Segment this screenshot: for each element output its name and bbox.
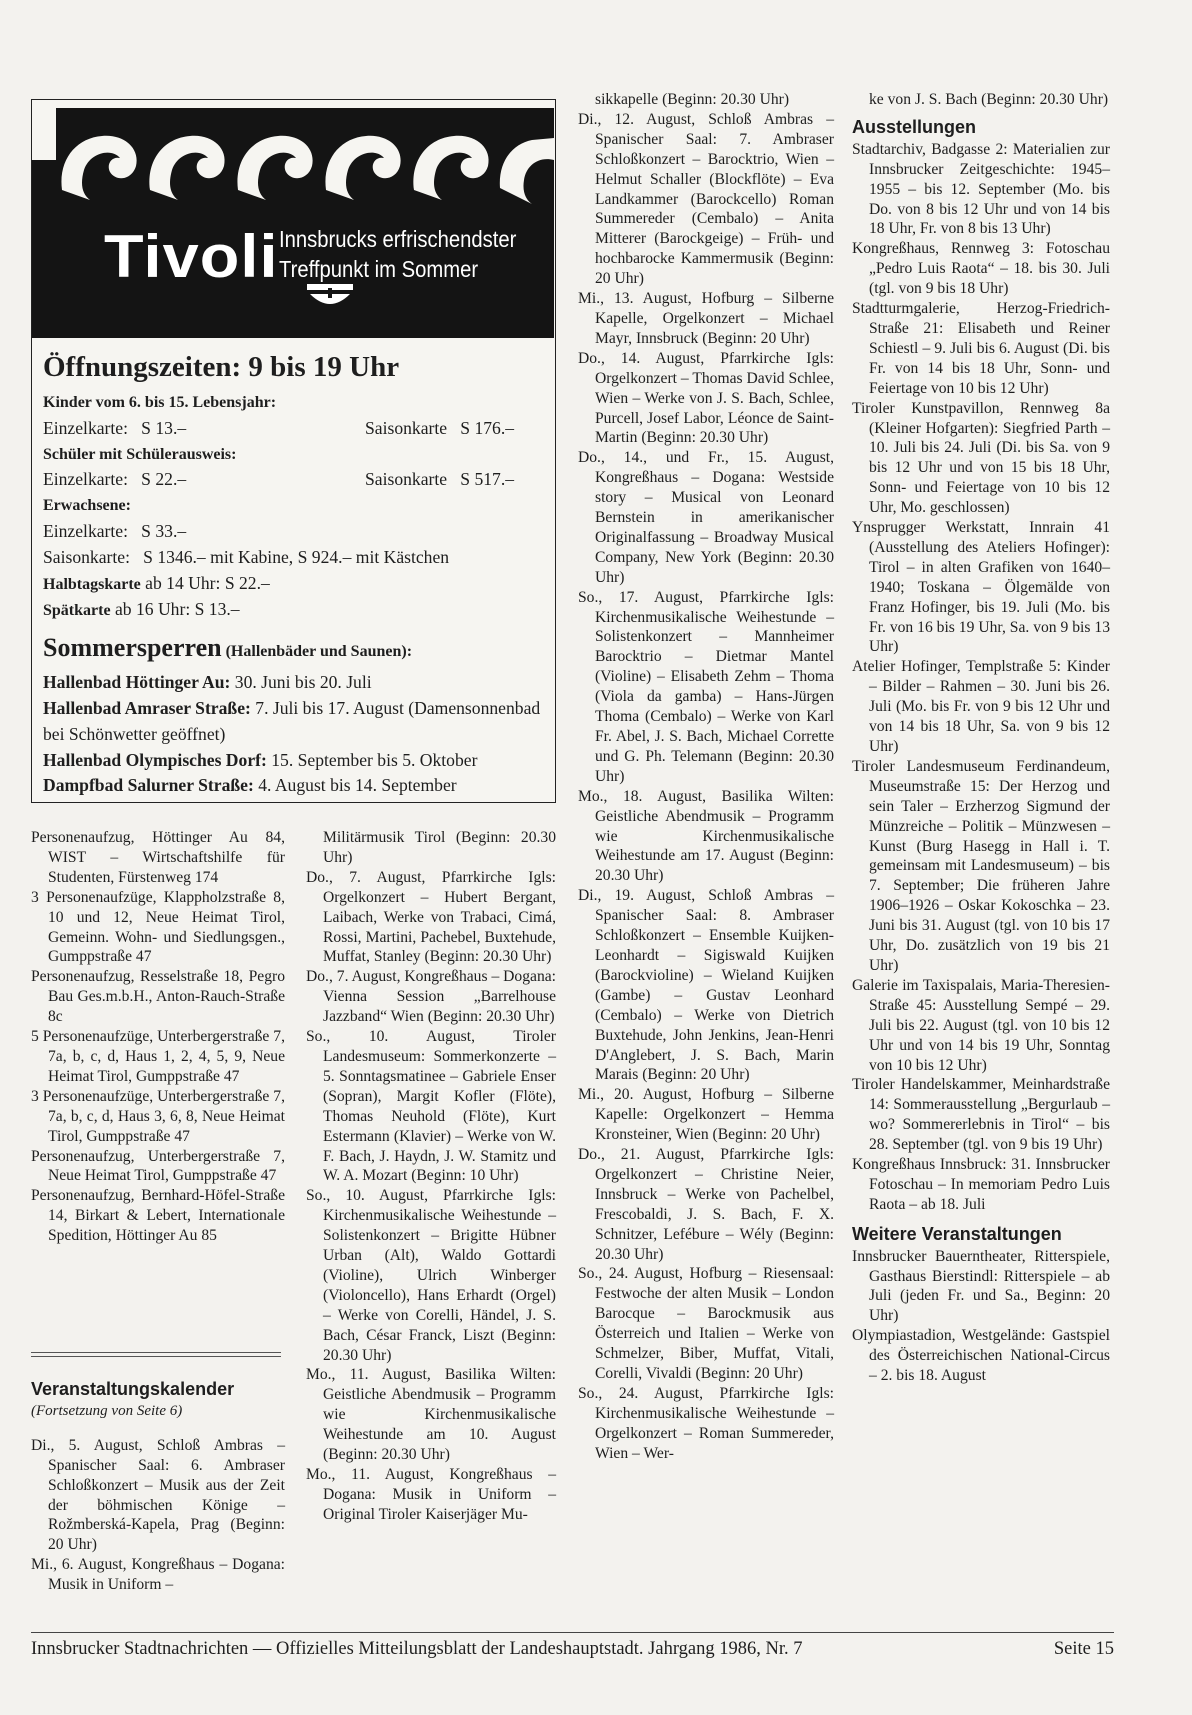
- list-item: Personenaufzug, Bernhard-Höfel-Straße 14, Birkart & Lebert, Internationale Spedition, Höttinger Au 85: [31, 1187, 285, 1245]
- list-item: Tiroler Kunstpavillon, Rennweg 8a (Kleiner Hofgarten): Siegfried Parth – 10. Juli bis 24. Juli (Di. bis Sa. von 9 bis 12 Uhr und von 15 bis 18 Uhr, Sonn- und Feiertage von 10 bis 12 Uhr, Mo. geschlossen): [852, 399, 1110, 517]
- list-item: Tiroler Landesmuseum Ferdinandeum, Museumstraße 15: Der Herzog und sein Taler – Erzherzog Sigmund der Münzreiche – Politik – Münzwesen – Kunst (Burg Hasegg in Hall i. T. gemeinsam mit Landesmuseum) – bis 7. September; Die früheren Jahre 1906–1926 – Oskar Kokoschka – 23. Juni bis 31. August (tgl. von 10 bis 17 Uhr, Do. zusätzlich von 19 bis 21 Uhr): [852, 757, 1110, 974]
- sperre-item: Hallenbad Olympisches Dorf: 15. September bis 5. Oktober: [43, 749, 478, 770]
- umbrella-icon: [307, 280, 353, 314]
- list-item: So., 17. August, Pfarrkirche Igls: Kirchenmusikalische Weihestunde – Solistenkonzert – Mannheimer Barocktrio – Dietmar Mantel (Violine) – Elisabeth Zehm – Thoma (Viola da gamba) – Hans-Jürgen Thoma (Cembalo) – Werke von Karl Fr. Abel, J. S. Bach, Michael Corrette und G. Ph. Telemann (Beginn: 20.30 Uhr): [578, 588, 834, 785]
- list-item: Di., 19. August, Schloß Ambras – Spanischer Saal: 8. Ambraser Schloßkonzert – Ensemble Kuijken-Leonhardt – Sigiswald Kuijken (Barockvioline) – Wieland Kuijken (Gambe) – Gustav Leonhard (Cembalo) – Werke von Dietrich Buxtehude, John Jenkins, Jean-Henri D'Anglebert, J. S. Bach, Marin Marais (Beginn: 20 Uhr): [578, 887, 834, 1084]
- spaetkarte: Spätkarte ab 16 Uhr: S 13.–: [43, 599, 240, 620]
- list-item: Stadtarchiv, Badgasse 2: Materialien zur Innsbrucker Zeitgeschichte: 1945–1955 – bis 12. September (Mo. bis Do. von 8 bis 12 Uhr und von 14 bis 18 Uhr, Fr. von 8 bis 13 Uhr): [852, 140, 1110, 238]
- list-item: Di., 12. August, Schloß Ambras – Spanischer Saal: 7. Ambraser Schloßkonzert – Barocktrio, Wien – Helmut Schaller (Blockflöte) – Eva Landkammer (Barockcello) Roman Summereder (Cembalo) – Anita Mitterer (Barockgeige) – Früh- und hochbarocke Kammermusik (Beginn: 20 Uhr): [578, 110, 834, 288]
- tivoli-prices: [43, 348, 543, 799]
- list-item: So., 10. August, Tiroler Landesmuseum: Sommerkonzerte – 5. Sonntagsmatinee – Gabriele Enser (Sopran), Margit Kofler (Flöte), Thomas Neuhold (Flöte), Kurt Estermann (Klavier) – Werke von W. F. Bach, J. Haydn, J. W. Stamitz und W. A. Mozart (Beginn: 10 Uhr): [306, 1028, 556, 1185]
- column-1: [31, 828, 285, 1246]
- list-item: 5 Personenaufzüge, Unterbergerstraße 7, 7a, b, c, d, Haus 1, 2, 4, 5, 9, Neue Heimat Tirol, Gumppstraße 47: [31, 1028, 285, 1085]
- list-item: Militärmusik Tirol (Beginn: 20.30 Uhr): [323, 829, 556, 866]
- list-item: Do., 7. August, Pfarrkirche Igls: Orgelkonzert – Hubert Bergant, Laibach, Werke von Trabaci, Cimá, Rossi, Martini, Pachebel, Buxtehude, Muffat, Stanley (Beginn: 20.30 Uhr): [306, 868, 556, 966]
- list-item: Galerie im Taxispalais, Maria-Theresien-Straße 45: Ausstellung Sempé – 29. Juli bis 22. August (tgl. von 10 bis 12 Uhr und von 14 bis 19 Uhr, Sonntag von 10 bis 12 Uhr): [852, 976, 1110, 1074]
- kinder-prices: [43, 416, 543, 442]
- schueler-heading: Schüler mit Schülerausweis:: [43, 445, 237, 463]
- kinder-einzel: Einzelkarte: S 13.–: [43, 417, 187, 438]
- list-item: Kongreßhaus Innsbruck: 31. Innsbrucker Fotoschau – In memoriam Pedro Luis Raota – ab 18. Juli: [852, 1156, 1110, 1213]
- slogan-line-2: Treffpunkt im Sommer: [279, 256, 479, 282]
- list-item: Personenaufzug, Unterbergerstraße 7, Neue Heimat Tirol, Gumppstraße 47: [31, 1147, 285, 1185]
- list-item: 3 Personenaufzüge, Unterbergerstraße 7, 7a, b, c, d, Haus 3, 6, 8, Neue Heimat Tirol, Gumppstraße 47: [31, 1087, 285, 1145]
- list-item: ke von J. S. Bach (Beginn: 20.30 Uhr): [869, 91, 1109, 108]
- sperre-item: Hallenbad Amraser Straße: 7. Juli bis 17. August (Damensonnenbad bei Schönwetter geöffnet): [43, 697, 541, 744]
- erwachsene-saison: Saisonkarte: S 1346.– mit Kabine, S 924.– mit Kästchen: [43, 546, 450, 567]
- tivoli-logo: Tivoli: [104, 223, 279, 290]
- sperre-item: Dampfbad Salurner Straße: 4. August bis 14. September: [43, 775, 457, 796]
- list-item: Do., 7. August, Kongreßhaus – Dogana: Vienna Session „Barrelhouse Jazzband“ Wien (Beginn: 20.30 Uhr): [306, 968, 556, 1026]
- schueler-prices: [43, 467, 543, 493]
- column-3: [578, 90, 834, 1464]
- sperre-item: Hallenbad Höttinger Au: 30. Juni bis 20. Juli: [43, 672, 372, 693]
- list-item: Personenaufzug, Höttinger Au 84, WIST – Wirtschaftshilfe für Studenten, Fürstenweg 174: [31, 829, 285, 886]
- schueler-einzel: Einzelkarte: S 22.–: [43, 469, 187, 490]
- kalender-title: Veranstaltungskalender: [31, 1379, 235, 1399]
- list-item: So., 24. August, Pfarrkirche Igls: Kirchenmusikalische Weihestunde – Orgelkonzert – Roman Summereder, Wien – Wer-: [578, 1384, 834, 1462]
- list-item: Kongreßhaus, Rennweg 3: Fotoschau „Pedro Luis Raota“ – 18. bis 30. Juli (tgl. von 9 bis 18 Uhr): [852, 240, 1110, 298]
- list-item: Tiroler Handelskammer, Meinhardstraße 14: Sommerausstellung „Bergurlaub – wo? Sommererlebnis in Tirol“ – bis 28. September (tgl. von 9 bis 19 Uhr): [852, 1076, 1110, 1154]
- slogan-line-1: Innsbrucks erfrischendster: [279, 226, 517, 252]
- erwachsene-heading: Erwachsene:: [43, 497, 131, 515]
- list-item: Mi., 20. August, Hofburg – Silberne Kapelle: Orgelkonzert – Hemma Kronsteiner, Wien (Beginn: 20 Uhr): [578, 1086, 834, 1144]
- tivoli-advertisement: [31, 99, 556, 803]
- list-item: Ynsprugger Werkstatt, Innrain 41 (Ausstellung des Ateliers Hofinger): Tirol – in alten Grafiken von 1640–1940; Toskana – Ölgemälde von Franz Hofinger, bis 19. Juli (Mo. bis Fr. von 16 bis 19 Uhr, Sa. von 9 bis 13 Uhr): [852, 519, 1110, 656]
- list-item: Do., 21. August, Pfarrkirche Igls: Orgelkonzert – Christine Neier, Innsbruck – Werke von Pachelbel, Frescobaldi, J. S. Bach, F. X. Schnitzer, Lefébure – Wély (Beginn: 20.30 Uhr): [578, 1146, 834, 1263]
- list-item: Mo., 11. August, Kongreßhaus – Dogana: Musik in Uniform – Original Tiroler Kaiserjäger Mu-: [306, 1466, 556, 1523]
- list-item: Do., 14. August, Pfarrkirche Igls: Orgelkonzert – Thomas David Schlee, Wien – Werke von J. S. Bach, Schlee, Purcell, Josef Labor, Léonce de Saint-Martin (Beginn: 20.30 Uhr): [578, 349, 834, 447]
- list-item: Personenaufzug, Resselstraße 18, Pegro Bau Ges.m.b.H., Anton-Rauch-Straße 8c: [31, 968, 285, 1026]
- tivoli-banner: [32, 100, 554, 338]
- divider: [31, 1356, 281, 1357]
- list-item: 3 Personenaufzüge, Klappholzstraße 8, 10 und 12, Neue Heimat Tirol, Gemeinn. Wohn- und Siedlungsgen., Gumppstraße 47: [31, 888, 285, 966]
- list-item: Mo., 11. August, Basilika Wilten: Geistliche Abendmusik – Programm wie Kirchenmusikalische Weihestunde am 10. August (Beginn: 20.30 Uhr): [306, 1366, 556, 1464]
- list-item: sikkapelle (Beginn: 20.30 Uhr): [595, 91, 790, 108]
- sommersperren-title: Sommersperren (Hallenbäder und Saunen):: [43, 633, 413, 663]
- column-2: [306, 828, 556, 1525]
- kinder-heading: Kinder vom 6. bis 15. Lebensjahr:: [43, 394, 277, 411]
- kalender-section: [31, 1380, 285, 1595]
- erwachsene-einzel: Einzelkarte: S 33.–: [43, 520, 187, 541]
- halbtagskarte: Halbtagskarte ab 14 Uhr: S 22.–: [43, 572, 270, 593]
- list-item: So., 10. August, Pfarrkirche Igls: Kirchenmusikalische Weihestunde – Solistenkonzert – Brigitte Hübner Urban (Alt), Waldo Gottardi (Violine), Ulrich Winberger (Violoncello), Hans Erhardt (Orgel) – Werke von Corelli, Händel, J. S. Bach, César Franck, Liszt (Beginn: 20.30 Uhr): [306, 1187, 556, 1364]
- list-item: Innsbrucker Bauerntheater, Ritterspiele, Gasthaus Bierstindl: Ritterspiele – ab Juli (jeden Fr. und Sa., Beginn: 20 Uhr): [852, 1247, 1110, 1325]
- kinder-saison: Saisonkarte S 176.–: [365, 417, 515, 438]
- hours-title: Öffnungszeiten: 9 bis 19 Uhr: [43, 351, 400, 383]
- list-item: Mi., 13. August, Hofburg – Silberne Kapelle, Orgelkonzert – Michael Mayr, Innsbruck (Beginn: 20 Uhr): [578, 290, 834, 347]
- list-item: Atelier Hofinger, Templstraße 5: Kinder – Bilder – Rahmen – 30. Juni bis 26. Juli (Mo. bis Fr. von 9 bis 12 Uhr und von 14 bis 18 Uhr, Sa. von 9 bis 12 Uhr): [852, 658, 1110, 755]
- kalender-subtitle: (Fortsetzung von Seite 6): [31, 1402, 183, 1419]
- page-footer: [31, 1632, 1114, 1660]
- page-number: Seite 15: [1053, 1639, 1114, 1659]
- list-item: Di., 5. August, Schloß Ambras – Spanischer Saal: 6. Ambraser Schloßkonzert – Musik aus der Zeit der böhmischen Könige – Rožmberská-Kapela, Prag (Beginn: 20 Uhr): [31, 1436, 285, 1554]
- list-item: Stadtturmgalerie, Herzog-Friedrich-Straße 21: Elisabeth und Reiner Schiestl – 9. Juli bis 6. August (Di. bis Fr. von 14 bis 18 Uhr, Sonn- und Feiertage von 10 bis 12 Uhr): [852, 300, 1110, 397]
- ausstellungen-title: Ausstellungen: [852, 116, 977, 137]
- tivoli-slogan: [279, 224, 516, 284]
- weitere-title: Weitere Veranstaltungen: [852, 1223, 1062, 1244]
- list-item: Mo., 18. August, Basilika Wilten: Geistliche Abendmusik – Programm wie Kirchenmusikalische Weihestunde am 17. August (Beginn: 20.30 Uhr): [578, 787, 834, 885]
- list-item: Olympiastadion, Westgelände: Gastspiel des Österreichischen National-Circus – 2. bis 18. August: [852, 1327, 1110, 1385]
- footer-publication: Innsbrucker Stadtnachrichten — Offizielles Mitteilungsblatt der Landeshauptstadt. Jahrgang 1986, Nr. 7: [31, 1639, 803, 1659]
- list-item: So., 24. August, Hofburg – Riesensaal: Festwoche der alten Musik – London Barocque – Barockmusik aus Österreich und Italien – Werke von Schmelzer, Biber, Muffat, Vitali, Corelli, Vivaldi (Beginn: 20 Uhr): [578, 1265, 834, 1382]
- wave-graphic: [32, 100, 554, 220]
- list-item: Mi., 6. August, Kongreßhaus – Dogana: Musik in Uniform –: [31, 1556, 285, 1594]
- column-4: [852, 90, 1110, 1386]
- list-item: Do., 14., und Fr., 15. August, Kongreßhaus – Dogana: Westside story – Musical von Leonard Bernstein in amerikanischer Originalfassung – Broadway Musical Company, New York (Beginn: 20.30 Uhr): [578, 449, 834, 586]
- schueler-saison: Saisonkarte S 517.–: [365, 469, 515, 490]
- divider: [31, 1352, 281, 1353]
